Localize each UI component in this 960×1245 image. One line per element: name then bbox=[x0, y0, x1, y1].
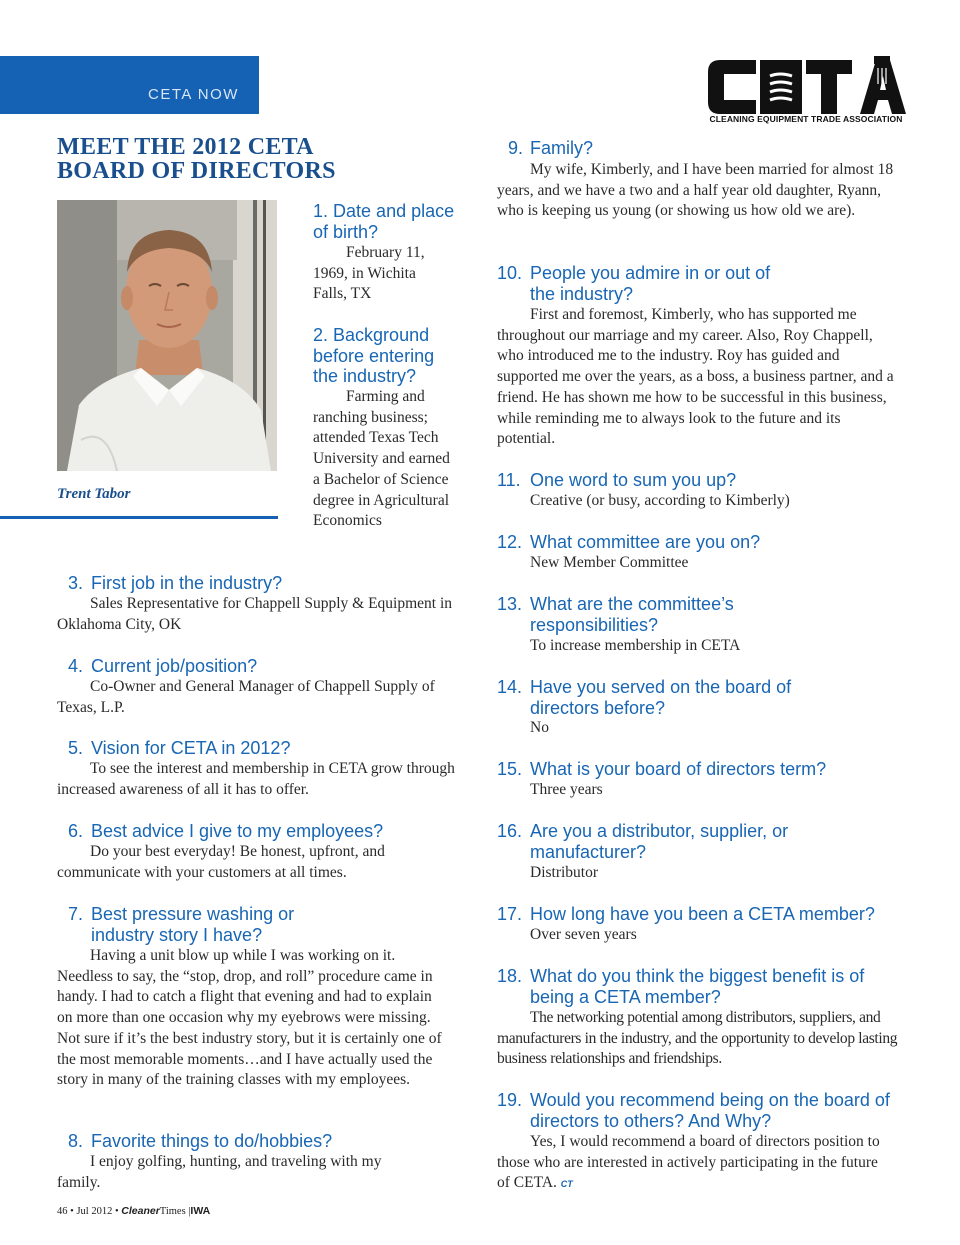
portrait-photo bbox=[57, 200, 277, 471]
question-12 bbox=[497, 532, 897, 553]
page-footer bbox=[57, 1205, 210, 1217]
issue-date: Jul 2012 bbox=[76, 1206, 113, 1217]
answer-17: Over seven years bbox=[530, 926, 637, 943]
question-number: 4. bbox=[68, 656, 84, 676]
answer-11: Creative (or busy, according to Kimberly) bbox=[530, 492, 790, 509]
footer-bullet: • bbox=[70, 1206, 74, 1217]
footer-bullet: • bbox=[114, 1206, 119, 1217]
question-16 bbox=[497, 821, 817, 862]
question-text: How long have you been a CETA member? bbox=[530, 904, 875, 924]
question-14 bbox=[497, 677, 817, 718]
question-text: What is your board of directors term? bbox=[530, 759, 827, 779]
question-text: What are the committee’s responsibilities? bbox=[530, 594, 734, 635]
answer-10: First and foremost, Kimberly, who has supported me throughout our marriage and my career. Also, Roy Chappell, who introduced me to the industry. Roy has guided and supported me over the years, as a boss, a business partner, and a friend. He has shown me how to be successful in this business, while reminding me to always look to the future and its potential. bbox=[497, 306, 894, 448]
question-17 bbox=[497, 904, 907, 925]
question-number: 10. bbox=[497, 263, 523, 283]
answer-18: The networking potential among distributors, suppliers, and manufacturers in the industry, and the opportunity to develop lasting business relationships and friendships. bbox=[497, 1009, 898, 1068]
question-text: Best pressure washing or industry story I have? bbox=[91, 904, 295, 945]
answer-6: Do your best everyday! Be honest, upfront, and communicate with your customers at all times. bbox=[57, 843, 385, 881]
question-number: 9. bbox=[508, 138, 524, 158]
answer-19-text: Yes, I would recommend a board of directors position to those who are interested in actively participating in the future of CETA. bbox=[497, 1133, 880, 1192]
answer-3: Sales Representative for Chappell Supply & Equipment in Oklahoma City, OK bbox=[57, 595, 453, 633]
page-title: MEET THE 2012 CETA BOARD OF DIRECTORS bbox=[57, 134, 336, 184]
question-number: 17. bbox=[497, 904, 523, 924]
question-number: 19. bbox=[497, 1090, 523, 1110]
question-19 bbox=[497, 1090, 892, 1131]
question-number: 13. bbox=[497, 594, 523, 614]
question-text: Vision for CETA in 2012? bbox=[91, 738, 291, 758]
question-11 bbox=[497, 470, 897, 491]
question-text: Have you served on the board of directors before? bbox=[530, 677, 792, 718]
answer-12: New Member Committee bbox=[530, 554, 689, 571]
question-text: Current job/position? bbox=[91, 656, 258, 676]
question-8 bbox=[68, 1131, 448, 1152]
question-text: One word to sum you up? bbox=[530, 470, 737, 490]
question-text: People you admire in or out of the industry? bbox=[530, 263, 771, 304]
question-18 bbox=[497, 966, 877, 1007]
logo-subtitle: CLEANING EQUIPMENT TRADE ASSOCIATION bbox=[709, 114, 903, 124]
question-number: 12. bbox=[497, 532, 523, 552]
question-text: Favorite things to do/hobbies? bbox=[91, 1131, 333, 1151]
question-number: 7. bbox=[68, 904, 84, 924]
question-text: Background before entering the industry? bbox=[313, 325, 435, 386]
question-number: 18. bbox=[497, 966, 523, 986]
question-number: 2. bbox=[313, 325, 329, 345]
question-text: Are you a distributor, supplier, or manufacturer? bbox=[530, 821, 789, 862]
question-1 bbox=[313, 201, 463, 242]
question-7 bbox=[68, 904, 328, 945]
answer-16: Distributor bbox=[530, 864, 599, 881]
question-number: 3. bbox=[68, 573, 84, 593]
answer-4: Co-Owner and General Manager of Chappell Supply of Texas, L.P. bbox=[57, 678, 435, 716]
question-9 bbox=[508, 138, 888, 159]
question-text: Would you recommend being on the board of directors to others? And Why? bbox=[530, 1090, 890, 1131]
question-2 bbox=[313, 325, 463, 387]
answer-8: I enjoy golfing, hunting, and traveling with my family. bbox=[57, 1153, 382, 1191]
answer-9: My wife, Kimberly, and I have been married for almost 18 years, and we have a two and a half year old daughter, Ryann, who is keeping us young (or showing us how old we are). bbox=[497, 161, 894, 220]
magazine-name-b: Times bbox=[159, 1206, 186, 1217]
answer-19 bbox=[497, 1132, 892, 1195]
question-text: Best advice I give to my employees? bbox=[91, 821, 384, 841]
caption-rule bbox=[0, 516, 278, 519]
section-tab-label: CETA NOW bbox=[148, 86, 239, 103]
answer-15: Three years bbox=[530, 781, 603, 798]
answer-7: Having a unit blow up while I was working on it. Needless to say, the “stop, drop, and roll” procedure came in handy. I had to catch a flight that evening and had to explain on more than one occasion why my eyebrows were missing. Not sure if it’s the best industry story, but it is certainly one of the most memorable moments…and I have actually used the story in many of the training classes with my employees. bbox=[57, 947, 442, 1089]
section-tab bbox=[0, 56, 259, 114]
question-number: 16. bbox=[497, 821, 523, 841]
question-number: 15. bbox=[497, 759, 523, 779]
question-number: 1. bbox=[313, 201, 329, 221]
question-6 bbox=[68, 821, 458, 842]
question-number: 11. bbox=[497, 470, 521, 490]
answer-2: Farming and ranching business; attended Texas Tech University and earned a Bachelor of Science degree in Agricultural Economics bbox=[313, 388, 450, 530]
question-5 bbox=[68, 738, 448, 759]
question-text: Date and place of birth? bbox=[313, 201, 455, 242]
question-10 bbox=[497, 263, 797, 304]
question-number: 8. bbox=[68, 1131, 84, 1151]
question-3 bbox=[68, 573, 448, 594]
question-number: 6. bbox=[68, 821, 84, 841]
page-number: 46 bbox=[57, 1206, 68, 1217]
end-mark: CT bbox=[560, 1179, 573, 1190]
magazine-name-a: Cleaner bbox=[121, 1205, 160, 1217]
question-text: First job in the industry? bbox=[91, 573, 283, 593]
photo-caption: Trent Tabor bbox=[57, 486, 131, 502]
answer-5: To see the interest and membership in CETA grow through increased awareness of all it has to offer. bbox=[57, 760, 455, 798]
question-text: Family? bbox=[530, 138, 594, 158]
ceta-logo-mark bbox=[702, 54, 908, 118]
magazine-tag: IWA bbox=[190, 1205, 211, 1217]
question-4 bbox=[68, 656, 448, 677]
question-15 bbox=[497, 759, 897, 780]
footer-separator: | bbox=[188, 1206, 191, 1217]
question-number: 14. bbox=[497, 677, 523, 697]
question-text: What do you think the biggest benefit is of being a CETA member? bbox=[530, 966, 865, 1007]
question-number: 5. bbox=[68, 738, 84, 758]
answer-14: No bbox=[530, 719, 549, 736]
answer-1: February 11, 1969, in Wichita Falls, TX bbox=[313, 244, 425, 303]
question-13 bbox=[497, 594, 797, 635]
question-text: What committee are you on? bbox=[530, 532, 761, 552]
answer-13: To increase membership in CETA bbox=[530, 637, 741, 654]
